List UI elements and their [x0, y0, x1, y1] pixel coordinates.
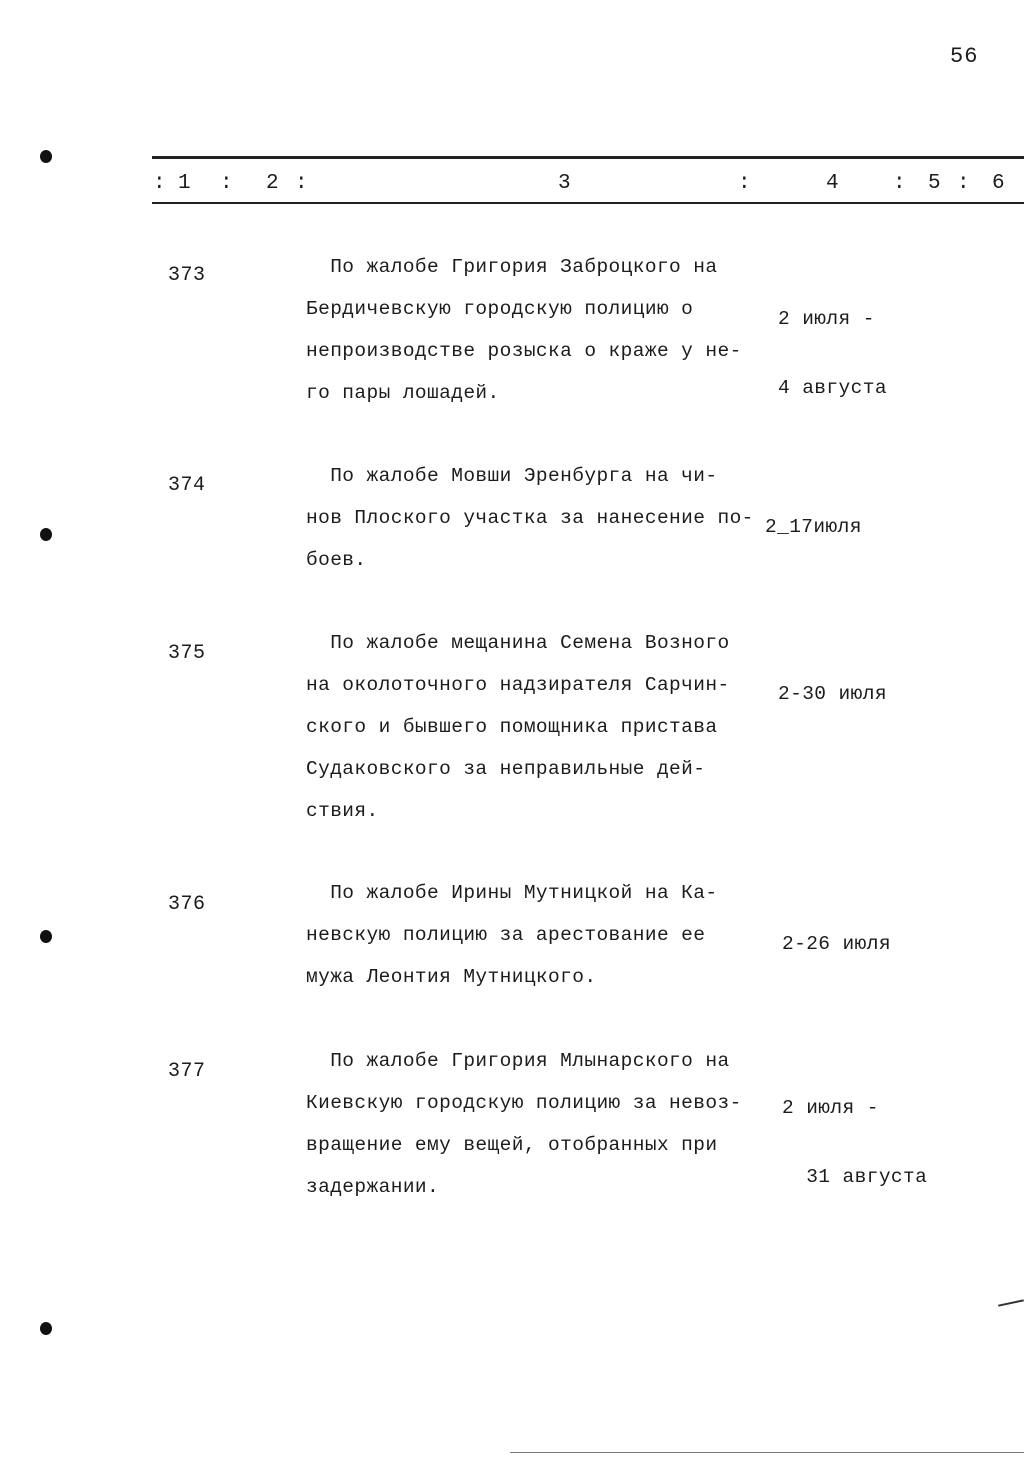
entry-number: 377 — [168, 1060, 206, 1083]
binder-hole — [40, 528, 52, 541]
column-separator: : — [957, 172, 970, 195]
description-line: Бердичевскую городскую полицию о — [306, 298, 694, 320]
column-separator: : — [220, 172, 233, 195]
description-line: задержании. — [306, 1176, 440, 1198]
binder-hole — [40, 150, 52, 163]
description-line: мужа Леонтия Мутницкого. — [306, 966, 597, 988]
column-header-1: 1 — [178, 172, 191, 195]
description-line: По жалобе Григория Заброцкого на — [306, 256, 718, 278]
entry-date — [782, 887, 891, 1002]
entry-date — [778, 637, 887, 752]
entry-date — [778, 262, 887, 446]
date-line: 31 августа — [782, 1166, 928, 1188]
entry-description — [306, 622, 776, 832]
description-line: непроизводстве розыска о краже у не- — [306, 340, 742, 362]
description-line: вращение ему вещей, отобранных при — [306, 1134, 718, 1156]
header-top-rule — [152, 156, 1024, 159]
column-separator: : — [738, 172, 751, 195]
column-header-5: 5 — [928, 172, 941, 195]
description-line: По жалобе Мовши Эренбурга на чи- — [306, 465, 718, 487]
header-bottom-rule — [152, 202, 1024, 204]
column-header-2: 2 — [266, 172, 279, 195]
edge-mark — [998, 1299, 1024, 1306]
description-line: Судаковского за неправильные дей- — [306, 758, 706, 780]
description-line: на околоточного надзирателя Сарчин- — [306, 674, 730, 696]
description-line: ствия. — [306, 800, 379, 822]
column-header-3: 3 — [558, 172, 571, 195]
date-line: 2 июля - — [778, 308, 875, 330]
date-line: 4 августа — [778, 377, 887, 399]
entry-number: 374 — [168, 474, 206, 497]
date-line: 2 июля - — [782, 1097, 879, 1119]
entry-description — [306, 1040, 776, 1208]
description-line: нов Плоского участка за нанесение по- — [306, 507, 754, 529]
binder-hole — [40, 1322, 52, 1335]
column-header-6: 6 — [992, 172, 1005, 195]
description-line: невскую полицию за арестование ее — [306, 924, 706, 946]
entry-description — [306, 455, 776, 581]
description-line: Киевскую городскую полицию за невоз- — [306, 1092, 742, 1114]
description-line: По жалобе Ирины Мутницкой на Ка- — [306, 882, 718, 904]
entry-description — [306, 246, 776, 414]
entry-number: 376 — [168, 893, 206, 916]
column-separator: : — [893, 172, 906, 195]
description-line: По жалобе мещанина Семена Возного — [306, 632, 730, 654]
column-separator: : — [295, 172, 308, 195]
entry-date — [765, 470, 862, 585]
description-line: го пары лошадей. — [306, 382, 500, 404]
entry-number: 375 — [168, 642, 206, 665]
date-line: 2-26 июля — [782, 933, 891, 955]
description-line: боев. — [306, 549, 367, 571]
entry-description — [306, 872, 776, 998]
column-header-4: 4 — [826, 172, 839, 195]
date-line: 2_17июля — [765, 516, 862, 538]
bottom-rule-fragment — [510, 1452, 1024, 1453]
date-line: 2-30 июля — [778, 683, 887, 705]
page-number: 56 — [950, 44, 979, 69]
entry-date — [782, 1051, 927, 1235]
description-line: По жалобе Григория Млынарского на — [306, 1050, 730, 1072]
entry-number: 373 — [168, 264, 206, 287]
column-separator: : — [153, 172, 166, 195]
binder-hole — [40, 930, 52, 943]
description-line: ского и бывшего помощника пристава — [306, 716, 718, 738]
